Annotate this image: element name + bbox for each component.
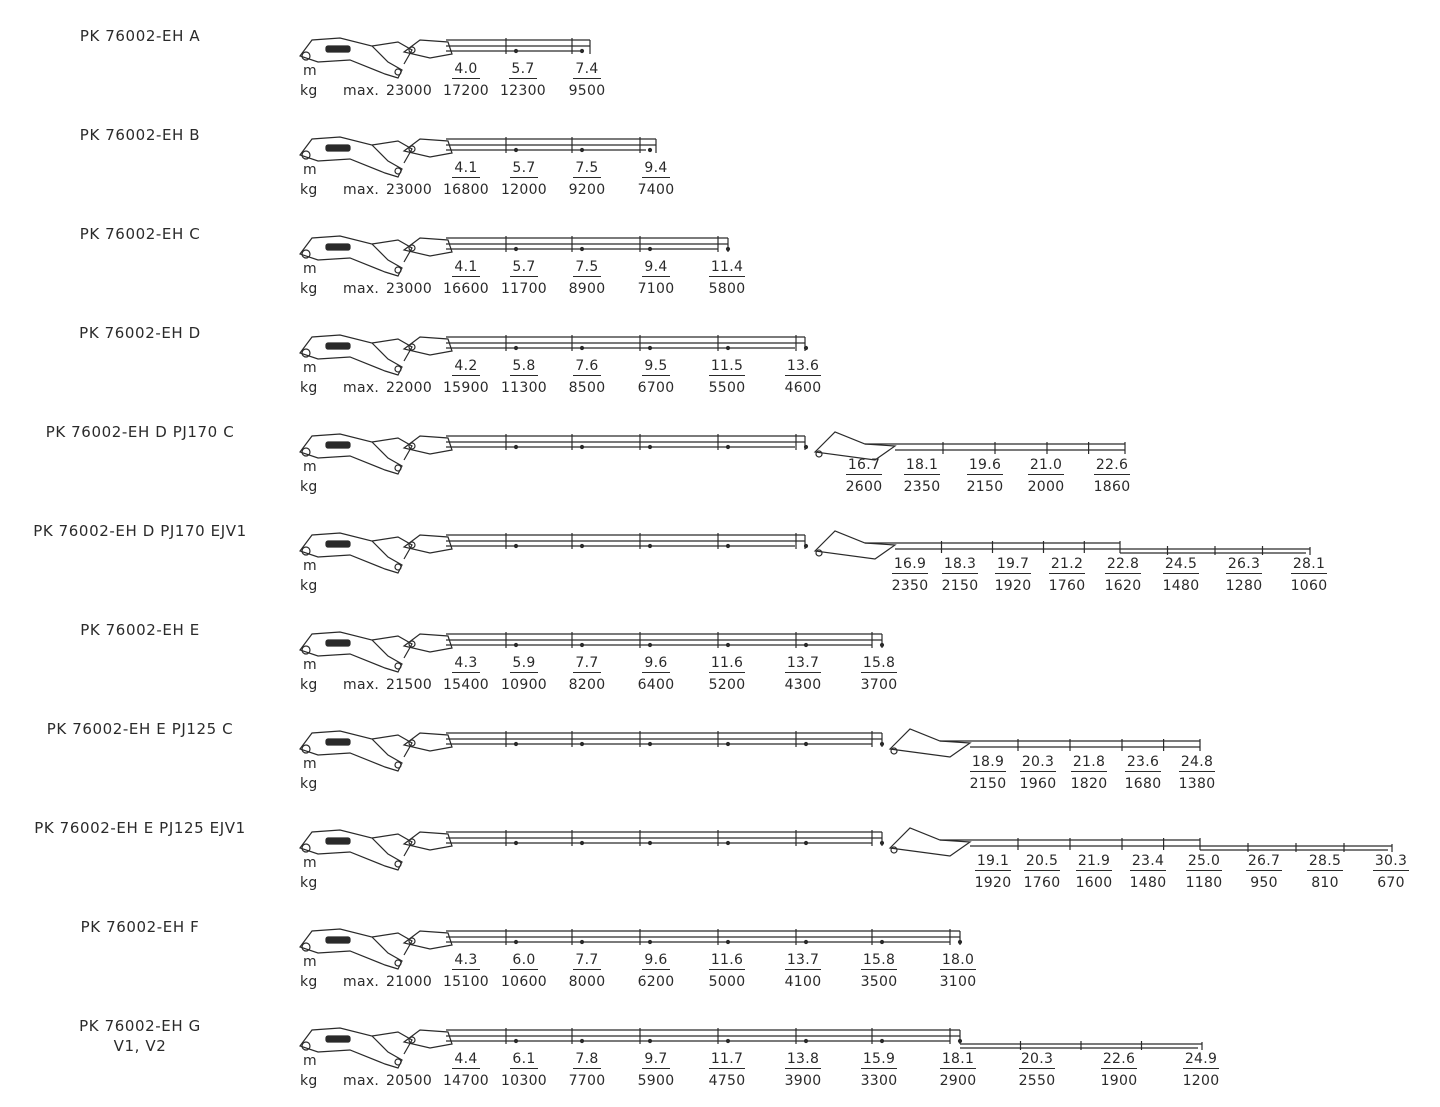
- reach-value-text: 28.5: [1308, 853, 1342, 869]
- capacity-value: 5900: [637, 1073, 675, 1089]
- reach-value-text: 22.6: [1095, 457, 1129, 473]
- unit-m-label: m: [303, 954, 317, 970]
- reach-value-text: 26.7: [1247, 853, 1281, 869]
- unit-m-label: m: [303, 261, 317, 277]
- reach-value-text: 11.4: [710, 259, 744, 275]
- unit-m-label: m: [303, 756, 317, 772]
- reach-value-text: 6.0: [512, 952, 536, 968]
- reach-value-text: 22.8: [1106, 556, 1140, 572]
- unit-kg-label: kg: [300, 380, 318, 396]
- capacity-value: 12000: [500, 182, 548, 198]
- max-label: max.: [343, 974, 380, 990]
- reach-value-text: 5.7: [512, 160, 536, 176]
- capacity-value: 10600: [500, 974, 548, 990]
- capacity-value: 1180: [1185, 875, 1223, 891]
- capacity-value: 4600: [784, 380, 822, 396]
- model-name: PK 76002-EH C: [79, 225, 201, 243]
- max-label: max.: [343, 281, 380, 297]
- reach-value: [918, 952, 998, 970]
- reach-value: [547, 160, 627, 178]
- reach-value: [547, 358, 627, 376]
- reach-value-text: 16.7: [847, 457, 881, 473]
- model-name: PK 76002-EH E PJ125 C: [46, 720, 234, 738]
- reach-value-text: 7.4: [575, 61, 599, 77]
- reach-value: [547, 259, 627, 277]
- reach-value-text: 7.5: [575, 160, 599, 176]
- capacity-value: 3700: [860, 677, 898, 693]
- reach-value-text: 24.9: [1184, 1051, 1218, 1067]
- reach-value-text: 5.9: [512, 655, 536, 671]
- capacity-value: 5800: [708, 281, 746, 297]
- capacity-value: 810: [1311, 875, 1339, 891]
- reach-value-text: 4.2: [454, 358, 478, 374]
- reach-value-text: 13.7: [786, 952, 820, 968]
- capacity-value: 2350: [903, 479, 941, 495]
- max-capacity-value: 21000: [386, 974, 433, 990]
- unit-m-label: m: [303, 558, 317, 574]
- reach-value-text: 28.1: [1292, 556, 1326, 572]
- reach-value: [763, 1051, 843, 1069]
- capacity-value: 1860: [1093, 479, 1131, 495]
- model-name: PK 76002-EH F: [80, 918, 200, 936]
- capacity-value: 3900: [784, 1073, 822, 1089]
- capacity-value: 11300: [500, 380, 548, 396]
- reach-value: [547, 952, 627, 970]
- capacity-value: 2600: [845, 479, 883, 495]
- capacity-value: 2150: [969, 776, 1007, 792]
- reach-value-text: 9.5: [644, 358, 668, 374]
- capacity-value: 1820: [1070, 776, 1108, 792]
- capacity-value: 2550: [1018, 1073, 1056, 1089]
- unit-kg-label: kg: [300, 281, 318, 297]
- reach-value: [1157, 754, 1237, 772]
- reach-value: [1269, 556, 1349, 574]
- unit-kg-label: kg: [300, 974, 318, 990]
- reach-value-text: 24.5: [1164, 556, 1198, 572]
- reach-value-text: 18.0: [941, 952, 975, 968]
- reach-value-text: 20.3: [1020, 1051, 1054, 1067]
- capacity-value: 8500: [568, 380, 606, 396]
- max-label: max.: [343, 380, 380, 396]
- capacity-value: 1380: [1178, 776, 1216, 792]
- capacity-value: 4750: [708, 1073, 746, 1089]
- reach-value-text: 5.8: [512, 358, 536, 374]
- reach-value-text: 11.6: [710, 952, 744, 968]
- capacity-value: 1200: [1182, 1073, 1220, 1089]
- reach-value-text: 21.0: [1029, 457, 1063, 473]
- max-capacity-value: 20500: [386, 1073, 433, 1089]
- reach-value-text: 4.0: [454, 61, 478, 77]
- capacity-value: 15900: [442, 380, 490, 396]
- capacity-value: 670: [1377, 875, 1405, 891]
- reach-value-text: 30.3: [1374, 853, 1408, 869]
- reach-value: [687, 952, 767, 970]
- capacity-value: 1920: [994, 578, 1032, 594]
- reach-value: [763, 952, 843, 970]
- reach-value-text: 16.9: [893, 556, 927, 572]
- reach-value: [918, 1051, 998, 1069]
- model-name: PK 76002-EH E: [80, 621, 200, 639]
- model-name: PK 76002-EH G V1, V2: [79, 1017, 201, 1055]
- unit-kg-label: kg: [300, 479, 318, 495]
- capacity-value: 3500: [860, 974, 898, 990]
- capacity-value: 5000: [708, 974, 746, 990]
- reach-value: [1161, 1051, 1241, 1069]
- reach-value-text: 13.8: [786, 1051, 820, 1067]
- reach-value-text: 21.8: [1072, 754, 1106, 770]
- reach-value-text: 18.3: [943, 556, 977, 572]
- unit-kg-label: kg: [300, 578, 318, 594]
- max-capacity-value: 23000: [386, 83, 433, 99]
- capacity-value: 15100: [442, 974, 490, 990]
- reach-value-text: 22.6: [1102, 1051, 1136, 1067]
- capacity-value: 2150: [941, 578, 979, 594]
- max-capacity-value: 23000: [386, 182, 433, 198]
- reach-value: [1351, 853, 1431, 871]
- reach-value-text: 4.3: [454, 655, 478, 671]
- capacity-value: 6400: [637, 677, 675, 693]
- reach-value-text: 6.1: [512, 1051, 536, 1067]
- reach-value: [839, 1051, 919, 1069]
- reach-value: [616, 259, 696, 277]
- capacity-value: 4100: [784, 974, 822, 990]
- max-label: max.: [343, 1073, 380, 1089]
- capacity-value: 16600: [442, 281, 490, 297]
- reach-value-text: 11.5: [710, 358, 744, 374]
- unit-kg-label: kg: [300, 776, 318, 792]
- reach-value-text: 19.1: [976, 853, 1010, 869]
- reach-value: [687, 655, 767, 673]
- max-label: max.: [343, 677, 380, 693]
- unit-m-label: m: [303, 360, 317, 376]
- max-capacity-value: 22000: [386, 380, 433, 396]
- unit-kg-label: kg: [300, 1073, 318, 1089]
- reach-value: [1072, 457, 1152, 475]
- model-name: PK 76002-EH D PJ170 EJV1: [33, 522, 247, 540]
- capacity-value: 10900: [500, 677, 548, 693]
- reach-value-text: 19.6: [968, 457, 1002, 473]
- capacity-value: 14700: [442, 1073, 490, 1089]
- reach-value: [1079, 1051, 1159, 1069]
- reach-value-text: 13.6: [786, 358, 820, 374]
- capacity-value: 7700: [568, 1073, 606, 1089]
- reach-value: [687, 1051, 767, 1069]
- reach-value: [547, 61, 627, 79]
- capacity-value: 10300: [500, 1073, 548, 1089]
- unit-m-label: m: [303, 459, 317, 475]
- reach-value: [839, 952, 919, 970]
- unit-kg-label: kg: [300, 677, 318, 693]
- capacity-value: 15400: [442, 677, 490, 693]
- reach-value-text: 9.4: [644, 259, 668, 275]
- reach-value-text: 11.6: [710, 655, 744, 671]
- unit-m-label: m: [303, 657, 317, 673]
- reach-value: [616, 358, 696, 376]
- unit-kg-label: kg: [300, 83, 318, 99]
- model-name: PK 76002-EH E PJ125 EJV1: [34, 819, 246, 837]
- reach-value: [616, 655, 696, 673]
- model-name: PK 76002-EH B: [79, 126, 201, 144]
- reach-value: [763, 358, 843, 376]
- reach-value: [616, 952, 696, 970]
- unit-m-label: m: [303, 1053, 317, 1069]
- max-capacity-value: 23000: [386, 281, 433, 297]
- unit-m-label: m: [303, 855, 317, 871]
- capacity-value: 6200: [637, 974, 675, 990]
- reach-value-text: 13.7: [786, 655, 820, 671]
- max-label: max.: [343, 83, 380, 99]
- reach-value-text: 5.7: [511, 61, 535, 77]
- unit-m-label: m: [303, 63, 317, 79]
- reach-value: [547, 655, 627, 673]
- capacity-value: 16800: [442, 182, 490, 198]
- capacity-value: 8900: [568, 281, 606, 297]
- reach-value-text: 20.3: [1021, 754, 1055, 770]
- model-name: PK 76002-EH A: [79, 27, 201, 45]
- reach-value-text: 24.8: [1180, 754, 1214, 770]
- reach-value-text: 4.4: [454, 1051, 478, 1067]
- reach-value-text: 18.1: [941, 1051, 975, 1067]
- reach-value-text: 9.6: [644, 952, 668, 968]
- capacity-value: 5200: [708, 677, 746, 693]
- capacity-value: 6700: [637, 380, 675, 396]
- capacity-value: 7100: [637, 281, 675, 297]
- model-name: PK 76002-EH D PJ170 C: [45, 423, 235, 441]
- capacity-value: 1620: [1104, 578, 1142, 594]
- reach-value-text: 25.0: [1187, 853, 1221, 869]
- reach-value: [616, 160, 696, 178]
- reach-value-text: 21.9: [1077, 853, 1111, 869]
- model-name: PK 76002-EH D: [79, 324, 201, 342]
- capacity-value: 2900: [939, 1073, 977, 1089]
- capacity-value: 2150: [966, 479, 1004, 495]
- reach-value: [547, 1051, 627, 1069]
- max-label: max.: [343, 182, 380, 198]
- reach-value-text: 15.9: [862, 1051, 896, 1067]
- capacity-value: 4300: [784, 677, 822, 693]
- unit-kg-label: kg: [300, 875, 318, 891]
- capacity-value: 1960: [1019, 776, 1057, 792]
- capacity-value: 1760: [1048, 578, 1086, 594]
- reach-value: [839, 655, 919, 673]
- capacity-value: 950: [1250, 875, 1278, 891]
- reach-value: [997, 1051, 1077, 1069]
- capacity-value: 11700: [500, 281, 548, 297]
- reach-value: [687, 358, 767, 376]
- reach-value-text: 7.6: [575, 358, 599, 374]
- reach-value-text: 21.2: [1050, 556, 1084, 572]
- capacity-value: 12300: [499, 83, 547, 99]
- reach-value-text: 4.3: [454, 952, 478, 968]
- unit-kg-label: kg: [300, 182, 318, 198]
- reach-value-text: 7.8: [575, 1051, 599, 1067]
- capacity-value: 3300: [860, 1073, 898, 1089]
- reach-value: [616, 1051, 696, 1069]
- capacity-value: 9200: [568, 182, 606, 198]
- reach-value-text: 15.8: [862, 952, 896, 968]
- reach-value-text: 18.1: [905, 457, 939, 473]
- capacity-value: 8000: [568, 974, 606, 990]
- unit-m-label: m: [303, 162, 317, 178]
- capacity-value: 7400: [637, 182, 675, 198]
- reach-value-text: 5.7: [512, 259, 536, 275]
- capacity-value: 1280: [1225, 578, 1263, 594]
- reach-value-text: 23.4: [1131, 853, 1165, 869]
- capacity-value: 17200: [442, 83, 490, 99]
- capacity-value: 1680: [1124, 776, 1162, 792]
- capacity-value: 5500: [708, 380, 746, 396]
- capacity-value: 1060: [1290, 578, 1328, 594]
- capacity-value: 1480: [1129, 875, 1167, 891]
- reach-value: [763, 655, 843, 673]
- capacity-value: 3100: [939, 974, 977, 990]
- capacity-value: 9500: [568, 83, 606, 99]
- reach-value-text: 7.7: [575, 952, 599, 968]
- capacity-value: 1920: [974, 875, 1012, 891]
- capacity-value: 1600: [1075, 875, 1113, 891]
- reach-value-text: 7.7: [575, 655, 599, 671]
- reach-value: [687, 259, 767, 277]
- capacity-value: 2000: [1027, 479, 1065, 495]
- reach-value-text: 18.9: [971, 754, 1005, 770]
- capacity-value: 8200: [568, 677, 606, 693]
- reach-value-text: 11.7: [710, 1051, 744, 1067]
- capacity-value: 1900: [1100, 1073, 1138, 1089]
- capacity-value: 1480: [1162, 578, 1200, 594]
- reach-value-text: 4.1: [454, 259, 478, 275]
- reach-value-text: 19.7: [996, 556, 1030, 572]
- capacity-value: 1760: [1023, 875, 1061, 891]
- reach-value-text: 7.5: [575, 259, 599, 275]
- reach-value-text: 9.6: [644, 655, 668, 671]
- capacity-value: 2350: [891, 578, 929, 594]
- reach-value-text: 9.4: [644, 160, 668, 176]
- reach-value-text: 9.7: [644, 1051, 668, 1067]
- max-capacity-value: 21500: [386, 677, 433, 693]
- reach-value-text: 15.8: [862, 655, 896, 671]
- reach-value-text: 4.1: [454, 160, 478, 176]
- reach-value-text: 26.3: [1227, 556, 1261, 572]
- reach-value-text: 23.6: [1126, 754, 1160, 770]
- reach-value-text: 20.5: [1025, 853, 1059, 869]
